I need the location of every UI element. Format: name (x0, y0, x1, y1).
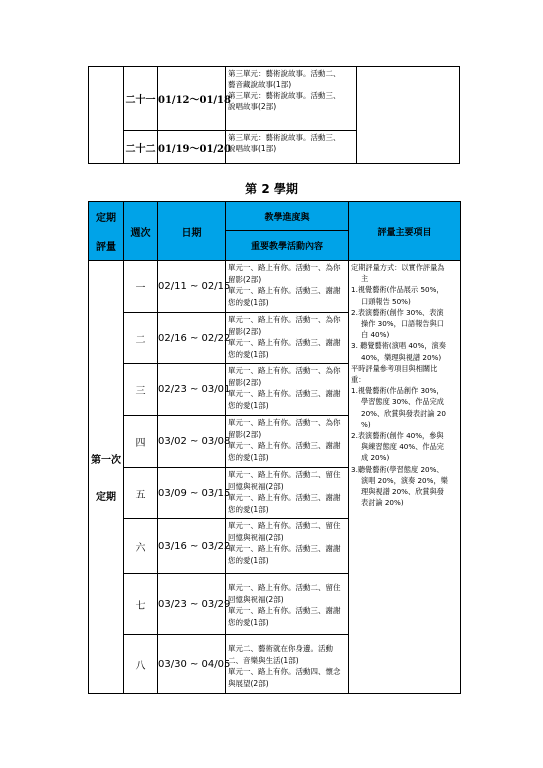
period-cell-empty (89, 67, 124, 164)
semester1-tail-table (88, 66, 460, 164)
content-cell: 單元一、路上有你。活動一、為你 留影(2部) 單元一、路上有你。活動三、謝謝 您的愛(1部) (226, 261, 349, 313)
assessment-line: 成 20%) (361, 453, 390, 463)
content-cell: 單元一、路上有你。活動二、留住 回憶與祝福(2部) 單元一、路上有你。活動三、謝謝 您的愛(1部) (226, 519, 349, 574)
assessment-line: 20%、欣賞與發表討論 20 (361, 408, 446, 418)
table-row (89, 261, 461, 313)
date-cell: 03/02 ~ 03/08 (158, 416, 226, 468)
content-cell: 單元一、路上有你。活動一、為你 留影(2部) 單元一、路上有你。活動三、謝謝 您的愛(1部) (226, 313, 349, 364)
week-cell: 六 (124, 519, 158, 574)
content-cell: 單元二、藝術就在你身邊。活動 二、音樂與生活(1部) 單元一、路上有你。活動四、懷念 與展望(2部) (226, 635, 349, 694)
assessment-line: 1.視覺藝術(作品展示 50%， (351, 285, 444, 295)
date-cell: 03/30 ~ 04/05 (158, 635, 226, 694)
table-row (89, 67, 460, 131)
assessment-line: 與練習態度 40%、作品完 (361, 442, 444, 452)
week-cell: 七 (124, 574, 158, 635)
week-cell: 三 (124, 364, 158, 416)
date-cell: 02/16 ~ 02/22 (158, 313, 226, 364)
week-cell: 二十二 (124, 131, 158, 164)
content-cell: 單元一、路上有你。活動一、為你 留影(2部) 單元一、路上有你。活動三、謝謝 您的愛(1部) (226, 416, 349, 468)
assessment-line: %) (361, 419, 371, 429)
assessment-line: 平時評量參考項目與相關比 (351, 363, 438, 373)
assessment-line: 1.視覺藝術(作品創作 30%， (351, 386, 444, 396)
date-cell: 02/23 ~ 03/01 (158, 364, 226, 416)
semester2-table (88, 201, 461, 694)
week-cell: 四 (124, 416, 158, 468)
content-cell: 第三單元：藝術說故事。活動二、 藝音藏說故事(1部) 第三單元：藝術說故事。活動三、 說唱故事(2部) (226, 67, 357, 131)
first-period-category: 第一次 定期 (89, 261, 124, 694)
week-cell: 五 (124, 468, 158, 519)
assessment-line: 重： (351, 375, 366, 385)
date-cell: 03/23 ~ 03/29 (158, 574, 226, 635)
week-cell: 二 (124, 313, 158, 364)
progress-header-line1: 教學進度與 (226, 202, 349, 231)
assessment-line: 學習態度 30%、作品完成 (361, 397, 444, 407)
semester-title: 第 2 學期 (245, 182, 298, 196)
date-cell: 01/19～01/20 (158, 131, 226, 164)
date-cell: 01/12～01/18 (158, 67, 226, 131)
week-cell: 八 (124, 635, 158, 694)
assessment-line: 2.表演藝術(創作 30%、表演 (351, 307, 444, 317)
assessment-header: 評量主要項目 (349, 202, 461, 261)
week-cell: 二十一 (124, 67, 158, 131)
assessment-line: 定期評量方式：以實作評量為 (351, 263, 445, 272)
date-header: 日期 (158, 202, 226, 261)
date-cell: 03/09 ~ 03/15 (158, 468, 226, 519)
week-header: 週次 (124, 202, 158, 261)
content-cell: 第三單元：藝術說故事。活動三、 說唱故事(1部) (226, 131, 357, 164)
week-cell: 一 (124, 261, 158, 313)
assessment-line: 2.表演藝術(創作 40%，參與 (351, 431, 444, 441)
assessment-line: 操作 30%，口語報告與口 (361, 319, 444, 329)
assessment-line: 白 40%) (361, 330, 390, 340)
header-row (89, 202, 461, 231)
content-cell: 單元一、路上有你。活動二、留住 回憶與祝福(2部) 單元一、路上有你。活動三、謝謝 您的愛(1部) (226, 574, 349, 635)
assessment-line: 口頭報告 50%) (361, 296, 411, 306)
assessment-line: 3. 聽覺藝術(演唱 40%，演奏 (351, 341, 446, 351)
assessment-line: 40%，樂理與視譜 20%) (361, 352, 442, 362)
assessment-items-cell (349, 261, 461, 694)
progress-header-line2: 重要教學活動內容 (226, 231, 349, 261)
assessment-line: 演唱 20%，演奏 20%，樂 (361, 475, 448, 485)
date-cell: 02/11 ~ 02/15 (158, 261, 226, 313)
period-header: 定期 評量 (89, 202, 124, 261)
content-cell: 單元一、路上有你。活動二、留住 回憶與祝福(2部) 單元一、路上有你。活動三、謝謝 您的愛(1部) (226, 468, 349, 519)
assessment-cell-empty (357, 67, 460, 164)
date-cell: 03/16 ~ 03/22 (158, 519, 226, 574)
assessment-line: 主 (361, 274, 369, 284)
content-cell: 單元一、路上有你。活動一、為你 留影(2部) 單元一、路上有你。活動三、謝謝 您的愛(1部) (226, 364, 349, 416)
assessment-line: 3.聽覺藝術(學習態度 20%、 (351, 464, 444, 474)
assessment-line: 表討論 20%) (361, 498, 404, 508)
assessment-line: 理與視譜 20%、欣賞與發 (361, 487, 444, 497)
